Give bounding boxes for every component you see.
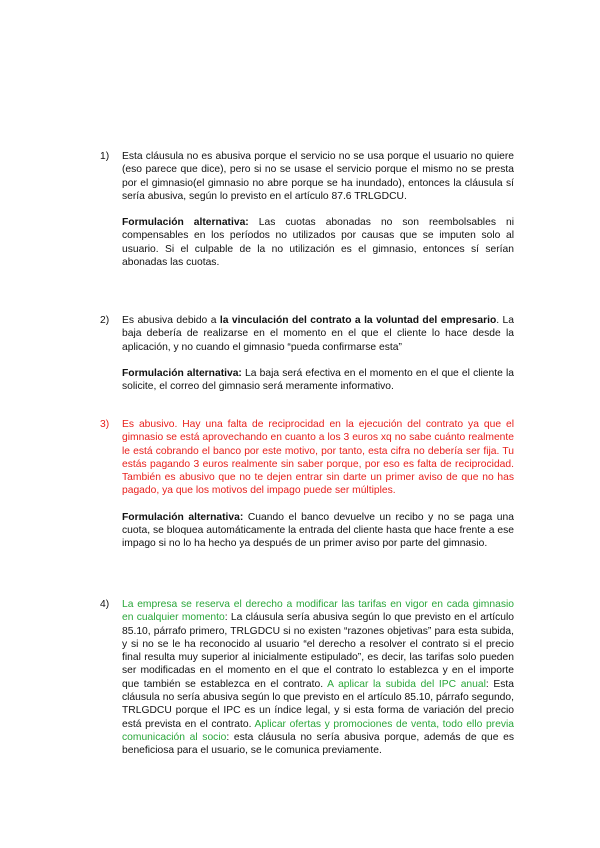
clause-3 — [102, 418, 514, 551]
alternative-label: Formulación alternativa: — [122, 367, 242, 379]
clause-analysis — [122, 598, 514, 758]
clause-2 — [102, 314, 514, 393]
alternative-formulation — [122, 367, 514, 394]
analysis-bold-text: la vinculación del contrato a la voluntad del empresario — [219, 315, 497, 326]
analysis-text: Es abusiva debido a — [122, 315, 217, 326]
alternative-label: Formulación alternativa: — [122, 217, 249, 229]
alternative-text: Cuando el banco devuelve un recibo y no se paga una cuota, se bloquea automáticamente la entrada del cliente hasta que hace frente a ese impago si no lo ha hecho ya después de un primer aviso por parte del gimnasio. — [122, 511, 514, 550]
alternative-text: La baja será efectiva en el momento en el que el cliente la solicite, el correo del gimnasio será meramente informativo. — [122, 367, 514, 393]
alternative-text: Las cuotas abonadas no son reembolsables ni compensables en los períodos no utilizados por causas que se imputen solo al usuario. Si el culpable de la no utilización es el gimnasio, entonces sí serían abonadas las cuotas. — [122, 217, 514, 269]
clause-number: 2) — [100, 315, 110, 326]
analysis-text: : Esta cláusula no sería abusiva según lo que previsto en el artículo 85.10, párrafo segundo, TRLGDCU porque el IPC es un índice legal, y si esta forma de variación del precio está prevista en el contrato. — [122, 678, 514, 730]
alternative-label: Formulación alternativa: — [122, 511, 244, 523]
quoted-clause-text: A aplicar la subida del IPC anual — [327, 678, 486, 690]
quoted-clause-text: La empresa se reserva el derecho a modificar las tarifas en vigor en cada gimnasio en cualquier momento — [122, 599, 514, 624]
analysis-text: : La cláusula sería abusiva según lo que previsto en el artículo 85.10, párrafo primero, TRLGDCU si no existen “razones objetivas” para esta subida, y si no se le ha reconocido al usuario “el derecho a resolver el contrato si el precio final resulta muy superior al inicialmente estipulado”, es decir, las tarifas solo pueden ser modificadas en el momento en el que el contrato lo establezca y en el importe que también se establezca en el contrato. — [122, 612, 514, 690]
clause-1 — [102, 150, 514, 269]
clause-number: 3) — [100, 419, 110, 430]
analysis-text: : esta cláusula no sería abusiva porque, además de que es beneficiosa para el usuario, se le comunica previamente. — [122, 731, 514, 757]
quoted-clause-text: Aplicar ofertas y promociones de venta, todo ello previa comunicación al socio — [122, 718, 515, 743]
alternative-formulation — [122, 511, 514, 551]
clause-number: 4) — [100, 599, 110, 610]
clause-analysis: Esta cláusula no es abusiva porque el servicio no se usa porque el usuario no quiere (eso parece que dice), pero si no se usase el servicio porque el mismo no se presta por el gimnasio(el gimnasio no abre porque se ha inundado), entonces la cláusula sí sería abusiva, según lo previsto en el artículo 87.6 TRLGDCU. — [122, 151, 514, 202]
clause-4 — [102, 598, 514, 758]
analysis-text: . La baja debería de realizarse en el momento en el que el cliente lo hace desde la aplicación, y no cuando el gimnasio “pueda confirmarse esta” — [122, 315, 514, 353]
clause-number: 1) — [100, 151, 110, 162]
clause-analysis — [122, 314, 514, 354]
alternative-formulation — [122, 216, 514, 269]
clause-analysis: Es abusivo. Hay una falta de reciprocidad en la ejecución del contrato ya que el gimnasio se está aprovechando en cuanto a los 3 euros xq no sabe cuánto realmente le está cobrando el banco por este motivo, por tanto, esta cifra no debería ser fija. Tu estás pagando 3 euros realmente sin saber porque, por eso es falta de reciprocidad. También es abusivo que no te dejen entrar sin darte un primer aviso de que no has pagado, ya que los motivos del impago puede ser múltiples. — [122, 419, 514, 497]
